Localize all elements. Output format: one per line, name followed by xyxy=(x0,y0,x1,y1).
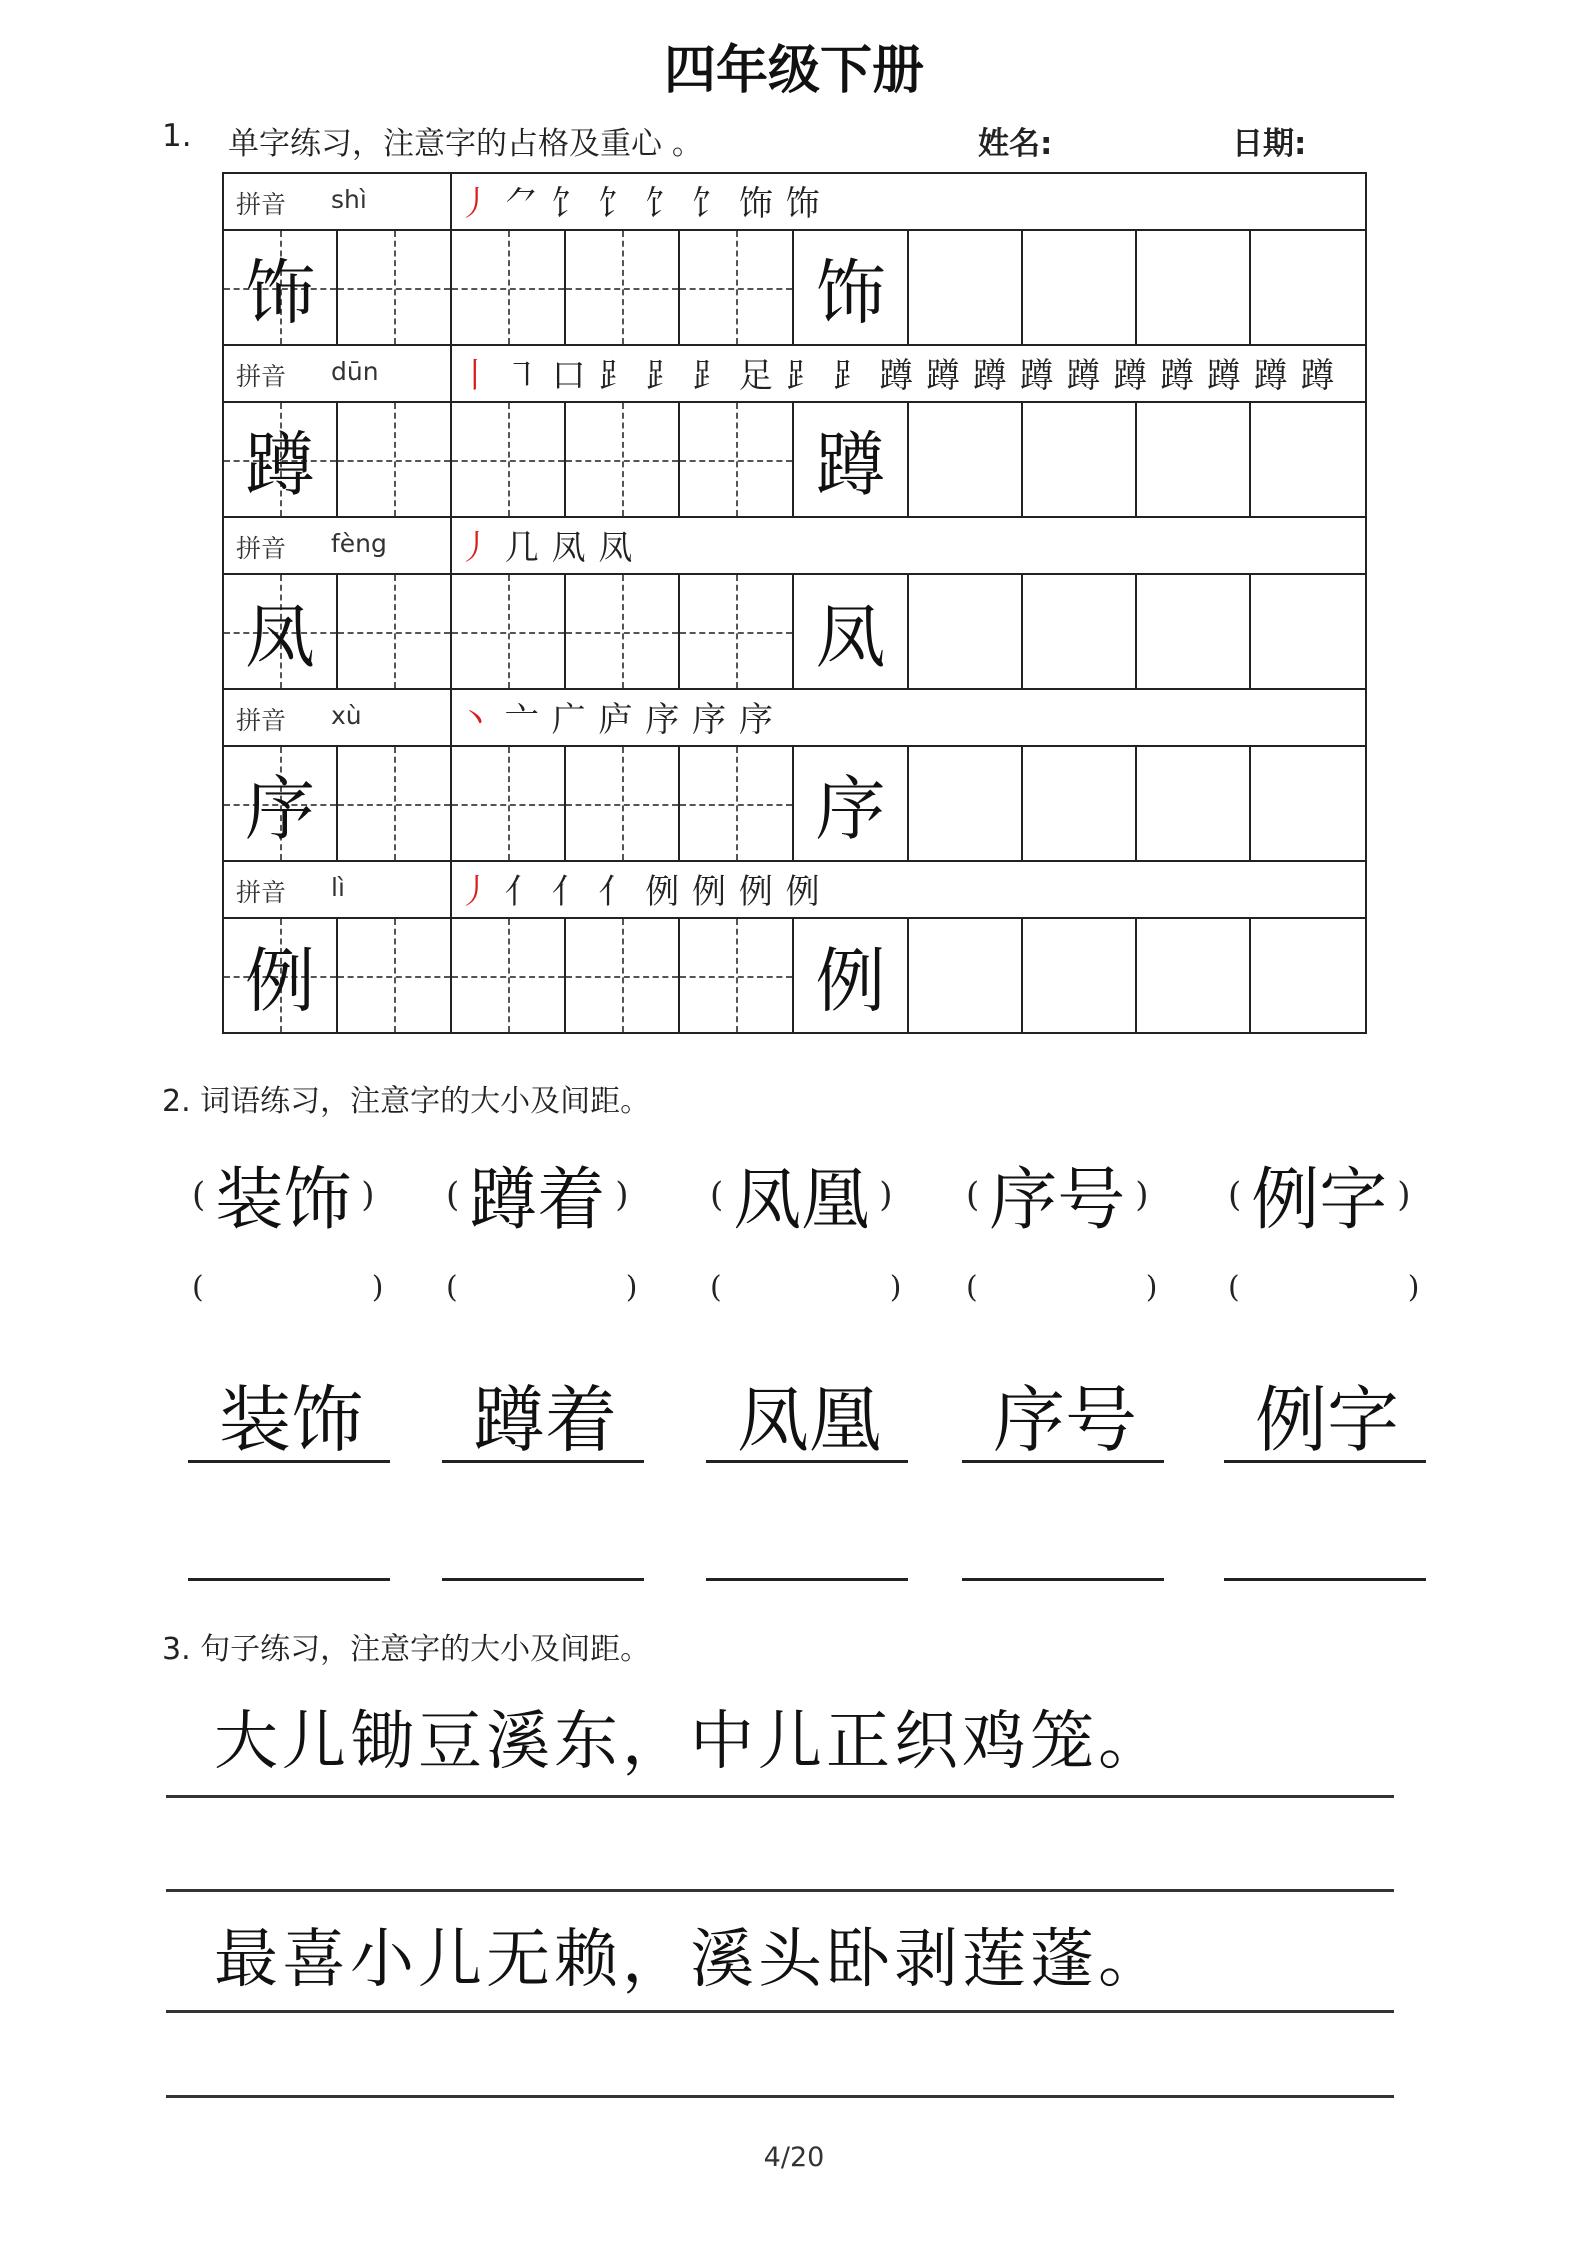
practice-cell-row xyxy=(222,401,1367,516)
practice-cell[interactable] xyxy=(338,747,452,860)
pinyin-value: shì xyxy=(331,185,367,214)
pinyin-label: 拼音 xyxy=(236,190,287,219)
paren-open: ( xyxy=(446,1174,460,1215)
practice-cell[interactable] xyxy=(452,747,566,860)
word-model: 蹲着 xyxy=(469,1161,606,1240)
section3-instruction: 3. 句子练习，注意字的大小及间距。 xyxy=(162,1632,651,1667)
practice-cell[interactable] xyxy=(680,575,794,688)
practice-cell[interactable] xyxy=(338,919,452,1032)
pinyin-label: 拼音 xyxy=(236,878,287,907)
stroke-sequence: ㇕ 口 ⻊ ⻊ ⻊ 足 ⻊ ⻊ 蹲 蹲 蹲 蹲 蹲 蹲 蹲 蹲 蹲 蹲 xyxy=(493,356,1336,396)
stroke-order xyxy=(458,692,774,741)
sentence-1: 大儿锄豆溪东，中儿正织鸡笼。 xyxy=(214,1705,1166,1779)
paren-close: ) xyxy=(879,1174,893,1215)
paren-open: ( xyxy=(1228,1270,1240,1305)
paren-open: ( xyxy=(1228,1174,1242,1215)
model-character: 蹲 xyxy=(245,424,316,506)
practice-cell[interactable] xyxy=(1137,747,1251,860)
pinyin-row xyxy=(222,516,1367,573)
practice-cell[interactable] xyxy=(452,403,566,516)
paren-close: ) xyxy=(625,1270,638,1305)
pinyin-divider xyxy=(450,690,452,745)
section1-instruction: 单字练习，注意字的占格及重心 。 xyxy=(228,126,703,162)
practice-cell[interactable] xyxy=(680,231,794,344)
sentence-line-2[interactable] xyxy=(166,1889,1394,1892)
stroke-sequence: 亠 广 庐 序 序 序 xyxy=(493,700,774,740)
date-label: 日期: xyxy=(1232,126,1307,162)
practice-cell[interactable] xyxy=(566,575,680,688)
sentence-line-3[interactable] xyxy=(166,2010,1394,2013)
practice-cell[interactable] xyxy=(566,403,680,516)
page-title: 四年级下册 xyxy=(663,41,924,101)
word-pinyin-paren xyxy=(1228,1146,1411,1243)
model-char-cell xyxy=(794,403,908,516)
practice-cell[interactable] xyxy=(566,919,680,1032)
practice-cell[interactable] xyxy=(1137,403,1251,516)
model-character: 凤 xyxy=(245,596,316,678)
stroke-sequence: 亻 亻 亻 例 例 例 例 xyxy=(493,872,821,912)
practice-cell[interactable] xyxy=(909,747,1023,860)
paren-open: ( xyxy=(710,1174,724,1215)
model-character: 例 xyxy=(245,940,316,1022)
pinyin-label: 拼音 xyxy=(236,706,287,735)
stroke-order xyxy=(458,520,633,569)
practice-cell[interactable] xyxy=(1251,231,1365,344)
practice-cell[interactable] xyxy=(1023,231,1137,344)
stroke-first: 丨 xyxy=(458,356,493,396)
paren-close: ) xyxy=(371,1270,384,1305)
empty-pinyin-paren[interactable] xyxy=(1228,1270,1419,1305)
model-character: 饰 xyxy=(815,252,886,334)
model-char-cell xyxy=(794,575,908,688)
word-pinyin-paren xyxy=(446,1146,629,1243)
practice-cell[interactable] xyxy=(1023,747,1137,860)
word-pinyin-paren xyxy=(192,1146,375,1243)
pinyin-value: xù xyxy=(331,701,362,730)
stroke-first: 丿 xyxy=(458,184,493,224)
pinyin-row xyxy=(222,172,1367,229)
pinyin-row xyxy=(222,688,1367,745)
trace-word: 例字 xyxy=(1254,1378,1399,1462)
model-char-cell xyxy=(224,919,338,1032)
empty-pinyin-paren[interactable] xyxy=(192,1270,383,1305)
sentence-line-4[interactable] xyxy=(166,2095,1394,2098)
paren-close: ) xyxy=(1145,1270,1158,1305)
word-pinyin-paren xyxy=(966,1146,1149,1243)
pinyin-label: 拼音 xyxy=(236,534,287,563)
sentence-2: 最喜小儿无赖，溪头卧剥莲蓬。 xyxy=(214,1923,1166,1997)
model-char-cell xyxy=(794,231,908,344)
model-char-cell xyxy=(794,919,908,1032)
model-character: 饰 xyxy=(245,252,316,334)
page-number: 4/20 xyxy=(763,2142,825,2173)
practice-cell[interactable] xyxy=(1251,575,1365,688)
pinyin-row xyxy=(222,860,1367,917)
pinyin-row xyxy=(222,344,1367,401)
practice-cell[interactable] xyxy=(909,919,1023,1032)
model-character: 凤 xyxy=(815,596,886,678)
sentence-line-1[interactable] xyxy=(166,1795,1394,1798)
practice-cell[interactable] xyxy=(1023,575,1137,688)
section1-number: 1. xyxy=(162,118,192,154)
pinyin-divider xyxy=(450,518,452,573)
paren-close: ) xyxy=(889,1270,902,1305)
practice-cell[interactable] xyxy=(1251,747,1365,860)
word-writing-line[interactable] xyxy=(706,1460,908,1463)
word-model: 序号 xyxy=(989,1161,1126,1240)
pinyin-value: fèng xyxy=(331,529,387,558)
model-character: 例 xyxy=(815,940,886,1022)
practice-cell-row xyxy=(222,745,1367,860)
practice-cell[interactable] xyxy=(452,919,566,1032)
pinyin-divider xyxy=(450,346,452,401)
paren-open: ( xyxy=(710,1270,722,1305)
word-writing-line[interactable] xyxy=(962,1578,1164,1581)
practice-cell[interactable] xyxy=(338,575,452,688)
pinyin-divider xyxy=(450,862,452,917)
practice-cell[interactable] xyxy=(452,575,566,688)
paren-open: ( xyxy=(446,1270,458,1305)
practice-cell[interactable] xyxy=(566,231,680,344)
paren-close: ) xyxy=(1407,1270,1420,1305)
practice-cell[interactable] xyxy=(338,231,452,344)
practice-cell[interactable] xyxy=(1137,575,1251,688)
paren-close: ) xyxy=(361,1174,375,1215)
practice-cell[interactable] xyxy=(680,747,794,860)
practice-cell[interactable] xyxy=(909,403,1023,516)
practice-cell-row xyxy=(222,917,1367,1034)
practice-cell-row xyxy=(222,573,1367,688)
trace-word: 装饰 xyxy=(218,1378,363,1462)
practice-cell[interactable] xyxy=(1251,919,1365,1032)
pinyin-divider xyxy=(450,174,452,229)
model-character: 序 xyxy=(815,768,886,850)
stroke-order xyxy=(458,176,821,225)
practice-cell[interactable] xyxy=(338,403,452,516)
word-writing-line[interactable] xyxy=(188,1578,390,1581)
section2-instruction: 2. 词语练习，注意字的大小及间距。 xyxy=(162,1084,651,1119)
practice-cell[interactable] xyxy=(680,919,794,1032)
practice-cell[interactable] xyxy=(452,231,566,344)
practice-cell[interactable] xyxy=(1251,403,1365,516)
paren-open: ( xyxy=(192,1270,204,1305)
stroke-sequence: 几 凤 凤 xyxy=(493,528,634,568)
model-character: 蹲 xyxy=(815,424,886,506)
paren-close: ) xyxy=(1135,1174,1149,1215)
stroke-order xyxy=(458,864,821,913)
stroke-first: 丿 xyxy=(458,872,493,912)
stroke-sequence: ⺈ 饣 饣 饣 饣 饰 饰 xyxy=(493,184,821,224)
practice-cell[interactable] xyxy=(1023,403,1137,516)
trace-word: 凤凰 xyxy=(736,1378,881,1462)
empty-pinyin-paren[interactable] xyxy=(710,1270,901,1305)
stroke-first: 丶 xyxy=(458,700,493,740)
paren-open: ( xyxy=(966,1270,978,1305)
empty-pinyin-paren[interactable] xyxy=(966,1270,1157,1305)
word-writing-line[interactable] xyxy=(1224,1460,1426,1463)
trace-word: 蹲着 xyxy=(472,1378,617,1462)
model-char-cell xyxy=(224,403,338,516)
paren-open: ( xyxy=(966,1174,980,1215)
practice-cell[interactable] xyxy=(566,747,680,860)
model-char-cell xyxy=(224,575,338,688)
word-writing-line[interactable] xyxy=(442,1578,644,1581)
practice-cell[interactable] xyxy=(1023,919,1137,1032)
word-writing-line[interactable] xyxy=(706,1578,908,1581)
word-model: 例字 xyxy=(1251,1161,1388,1240)
model-character: 序 xyxy=(245,768,316,850)
paren-close: ) xyxy=(1397,1174,1411,1215)
practice-cell-row xyxy=(222,229,1367,344)
pinyin-value: dūn xyxy=(331,357,379,386)
practice-cell[interactable] xyxy=(680,403,794,516)
model-char-cell xyxy=(224,231,338,344)
word-pinyin-paren xyxy=(710,1146,893,1243)
word-model: 装饰 xyxy=(215,1161,352,1240)
stroke-first: 丿 xyxy=(458,528,493,568)
practice-cell[interactable] xyxy=(1137,231,1251,344)
empty-pinyin-paren[interactable] xyxy=(446,1270,637,1305)
model-char-cell xyxy=(794,747,908,860)
word-writing-line[interactable] xyxy=(442,1460,644,1463)
pinyin-label: 拼音 xyxy=(236,362,287,391)
word-writing-line[interactable] xyxy=(1224,1578,1426,1581)
character-practice-grid xyxy=(222,172,1367,1034)
paren-open: ( xyxy=(192,1174,206,1215)
paren-close: ) xyxy=(615,1174,629,1215)
name-label: 姓名: xyxy=(978,126,1053,162)
practice-cell[interactable] xyxy=(909,575,1023,688)
word-writing-line[interactable] xyxy=(962,1460,1164,1463)
model-char-cell xyxy=(224,747,338,860)
stroke-order xyxy=(458,348,1336,397)
practice-cell[interactable] xyxy=(909,231,1023,344)
word-model: 凤凰 xyxy=(733,1161,870,1240)
pinyin-value: lì xyxy=(331,873,345,902)
word-writing-line[interactable] xyxy=(188,1460,390,1463)
practice-cell[interactable] xyxy=(1137,919,1251,1032)
trace-word: 序号 xyxy=(992,1378,1137,1462)
